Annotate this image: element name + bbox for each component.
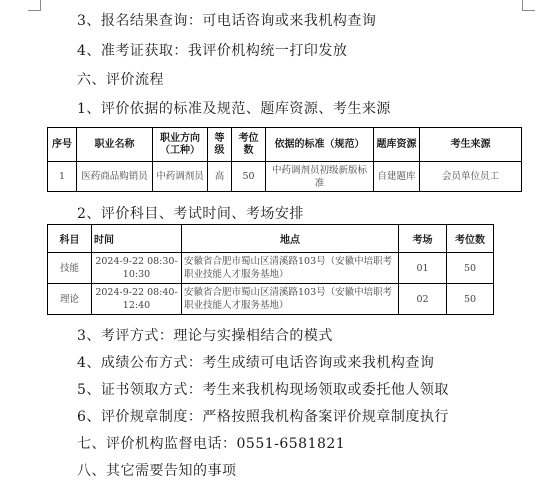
table-cell: 会员单位员工 bbox=[420, 162, 522, 192]
col-header: 时间 bbox=[92, 225, 182, 253]
col-header: 等级 bbox=[208, 128, 232, 162]
col-header: 考位数 bbox=[232, 128, 266, 162]
col-header: 职业方向（工种） bbox=[153, 128, 208, 162]
section-8-other-notices: 八、其它需要告知的事项 bbox=[77, 463, 237, 479]
table-cell: 自建题库 bbox=[374, 162, 420, 192]
table-cell: 50 bbox=[447, 284, 494, 315]
table-cell: 中药调剂员初级新版标准 bbox=[266, 162, 374, 192]
table-header-row bbox=[48, 225, 494, 253]
evaluation-basis-table bbox=[47, 127, 522, 192]
page-corner-mark-left bbox=[28, 0, 41, 11]
col-header: 依据的标准（规范） bbox=[266, 128, 374, 162]
col-header: 考生来源 bbox=[420, 128, 522, 162]
table-cell: 2024-9-22 08:40-12:40 bbox=[92, 284, 182, 315]
item-2-exam-schedule: 2、评价科目、考试时间、考场安排 bbox=[77, 206, 304, 222]
table-cell: 安徽省合肥市蜀山区清溪路103号（安徽中培职考职业技能人才服务基地） bbox=[182, 284, 399, 315]
table-cell: 01 bbox=[399, 253, 447, 284]
col-header: 考场 bbox=[399, 225, 447, 253]
item-6-evaluation-rules: 6、评价规章制度：严格按照我机构备案评价规章制度执行 bbox=[77, 409, 449, 425]
item-5-certificate-collection: 5、证书领取方式：考生来我机构现场领取或委托他人领取 bbox=[77, 382, 449, 398]
table-cell: 02 bbox=[399, 284, 447, 315]
item-1-evaluation-basis: 1、评价依据的标准及规范、题库资源、考生来源 bbox=[77, 101, 391, 117]
table-cell: 50 bbox=[447, 253, 494, 284]
col-header: 序号 bbox=[48, 128, 77, 162]
table-cell: 技能 bbox=[48, 253, 92, 284]
item-3-assessment-method: 3、考评方式：理论与实操相结合的模式 bbox=[77, 328, 333, 344]
table-row bbox=[48, 253, 494, 284]
table-row bbox=[48, 284, 494, 315]
item-4-score-publication: 4、成绩公布方式：考生成绩可电话咨询或来我机构查询 bbox=[77, 355, 435, 371]
table-cell: 1 bbox=[48, 162, 77, 192]
section-6-heading: 六、评价流程 bbox=[77, 72, 164, 88]
col-header: 科目 bbox=[48, 225, 92, 253]
col-header: 地点 bbox=[182, 225, 399, 253]
table-cell: 高 bbox=[208, 162, 232, 192]
table-cell: 50 bbox=[232, 162, 266, 192]
exam-schedule-table bbox=[47, 224, 494, 315]
col-header: 职业名称 bbox=[77, 128, 153, 162]
table-header-row bbox=[48, 128, 522, 162]
table-cell: 2024-9-22 08:30-10:30 bbox=[92, 253, 182, 284]
col-header: 考位数 bbox=[447, 225, 494, 253]
table-cell: 中药调剂员 bbox=[153, 162, 208, 192]
item-3-registration-query: 3、报名结果查询：可电话咨询或来我机构查询 bbox=[77, 13, 377, 29]
item-4-admission-ticket: 4、准考证获取：我评价机构统一打印发放 bbox=[77, 43, 348, 59]
table-cell: 医药商品购销员 bbox=[77, 162, 153, 192]
page-corner-mark-right bbox=[522, 0, 535, 11]
table-cell: 理论 bbox=[48, 284, 92, 315]
col-header: 题库资源 bbox=[374, 128, 420, 162]
table-cell: 安徽省合肥市蜀山区清溪路103号（安徽中培职考职业技能人才服务基地） bbox=[182, 253, 399, 284]
table-row bbox=[48, 162, 522, 192]
section-7-supervision-phone: 七、评价机构监督电话：0551-6581821 bbox=[77, 436, 346, 452]
